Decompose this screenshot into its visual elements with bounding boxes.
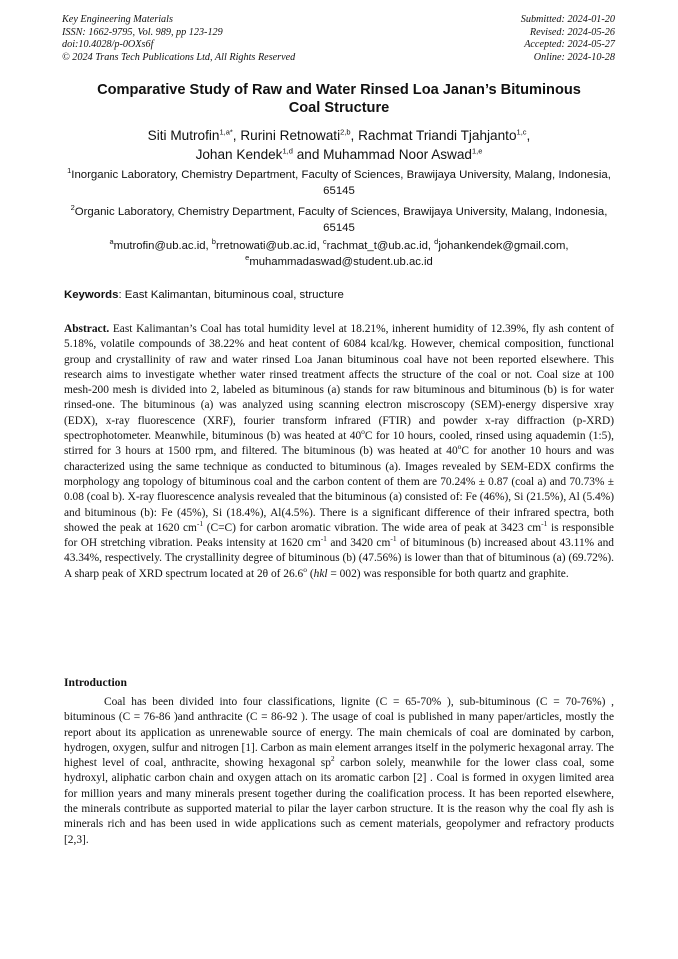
email-link[interactable]: mutrofin@ub.ac.id, <box>113 240 212 252</box>
intro-text: Coal has been divided into four classifications, lignite (C = 65-70% ), sub-bituminous (C = 70-76%) , bituminous (C = 76-86 )and anthracite (C = 86-92 ). The usage of coal is published in many paper/articles, mostly the report about its application as unrenewable source of energy. The main chemicals of coal are dominated by carbon, hydrogen, oxygen, sulfur and nitrogen [1]. Carbon as main element arranges itself in the polymeric hexagonal array. The highest level of coal, anthracite, showing hexagonal sp <box>64 696 614 770</box>
abstract-text: C for another 10 hours and was characterized using the same technique as conducted to bituminous (a). Images revealed by SEM-EDX confirms the morphology ang topology of bituminous coal and the carbon content of them are 70.24% ± 0.87 (coal a) and 70.73% ± 0.08 (coal b). X-ray fluorescence analysis revealed that the bituminous (a) consisted of: Fe (46%), Si (21.5%), Al (5.4%) and bituminous (b): Fe (45%), Si (18.4%), Al(4.5%). There is a significant difference of their infrared spectra, both showed the peak at 1620 cm <box>64 445 614 534</box>
date-online: Online: 2024-10-28 <box>533 51 615 63</box>
affiliation-text: Inorganic Laboratory, Chemistry Department, Faculty of Sciences, Brawijaya University, Malang, Indonesia, 65145 <box>71 169 611 197</box>
journal-info <box>62 14 295 64</box>
abstract-label: Abstract. <box>64 323 110 335</box>
affiliation-1 <box>64 168 614 199</box>
title-line-1: Comparative Study of Raw and Water Rinsed Loa Janan’s Bituminous <box>97 82 581 98</box>
unit-sup: -1 <box>320 534 327 544</box>
affiliation-text: Organic Laboratory, Chemistry Department, Faculty of Sciences, Brawijaya University, Malang, Indonesia, 65145 <box>74 206 608 234</box>
author-sep: , <box>232 128 241 143</box>
author-name: Rurini Retnowati <box>240 128 341 143</box>
affiliation-2 <box>64 205 614 236</box>
date-accepted: Accepted: 2024-05-27 <box>524 39 615 51</box>
author-name: Siti Mutrofin <box>147 128 220 143</box>
keywords-label: Keywords <box>64 289 119 301</box>
author-sep: , <box>526 128 531 143</box>
hkl-italic: hkl <box>313 567 328 580</box>
email-sup: d <box>434 237 439 247</box>
author-list <box>60 126 618 164</box>
journal-copyright: © 2024 Trans Tech Publications Ltd, All Rights Reserved <box>62 51 296 63</box>
email-link[interactable]: rretnowati@ub.ac.id, <box>215 240 323 252</box>
publication-dates <box>521 14 615 64</box>
author-name: Muhammad Noor Aswad <box>323 147 472 162</box>
author-name: Johan Kendek <box>195 147 283 162</box>
author-sup: 1,d <box>282 146 293 156</box>
sp2-sup: 2 <box>330 754 335 764</box>
abstract-text: of bituminous (b) increased about 43.11% and 43.34%, respectively. The crystallinity degree of bituminous (b) (47.56%) is lower than that of bituminous (a) (69.72%). A sharp peak of XRD spectrum located at 2θ of 26.6 <box>64 537 614 580</box>
author-sup: 1,c <box>516 127 527 137</box>
affiliation-number: 1 <box>67 166 72 176</box>
abstract-text: ( <box>306 567 314 580</box>
date-revised: Revised: 2024-05-26 <box>529 26 615 38</box>
degree-sup: o <box>457 442 462 452</box>
intro-text: carbon solely, meanwhile for the lower class coal, some hydroxyl, aliphatic carbon chain and oxygen attach on its aromatic carbon [2] . Coal is formed in oxygen limited area for million years and many minerals present together during the coalification process. It has been reported elsewhere, the minerals contribute as supported material to pilar the layer carbon structure. It is the reason why the coal fly ash is minerals rich and has been used in wide applications such as cement materials, geopolymer and refractory products [2,3]. <box>64 757 615 846</box>
author-sup: 1,a* <box>219 127 233 137</box>
abstract-text: is responsible for OH stretching vibration. Peaks intensity at 1620 cm <box>64 521 614 550</box>
email-sup: a <box>109 237 114 247</box>
abstract-text: C for 10 hours, cooled, rinsed using aquademin (1:5), stirred for 3 hours at 1500 rpm, and filtered. The bituminous (b) was heated at 40 <box>64 430 615 458</box>
journal-issn: ISSN: 1662-9795, Vol. 989, pp 123-129 <box>62 26 223 38</box>
journal-doi[interactable]: doi:10.4028/p-0OXs6f <box>62 39 154 51</box>
email-sup: b <box>211 237 216 247</box>
keywords <box>64 289 614 301</box>
email-link[interactable]: rachmat_t@ub.ac.id, <box>326 240 435 252</box>
abstract <box>64 322 614 582</box>
unit-sup: -1 <box>541 519 548 529</box>
unit-sup: -1 <box>390 534 397 544</box>
author-and: and <box>292 147 324 162</box>
introduction-heading: Introduction <box>64 676 127 689</box>
date-submitted: Submitted: 2024-01-20 <box>520 14 615 25</box>
author-sup: 1,e <box>472 146 483 156</box>
author-emails <box>64 239 614 270</box>
affiliation-number: 2 <box>70 203 75 213</box>
email-link[interactable]: muhammadaswad@student.ub.ac.id <box>249 255 433 268</box>
email-sup: e <box>245 252 250 262</box>
email-link[interactable]: johankendek@gmail.com, <box>438 240 569 252</box>
degree-sup: o <box>361 427 365 437</box>
unit-sup: -1 <box>196 519 204 529</box>
title-line-2: Coal Structure <box>288 100 390 116</box>
keywords-text: : East Kalimantan, bituminous coal, structure <box>118 289 344 301</box>
email-sup: c <box>322 237 327 247</box>
abstract-text: = 002) was responsible for both quartz and graphite. <box>327 567 569 580</box>
journal-name: Key Engineering Materials <box>62 14 173 25</box>
author-sup: 2,b <box>340 127 351 137</box>
abstract-text: and 3420 cm <box>326 537 391 550</box>
degree-sup: o <box>303 564 307 574</box>
author-name: Rachmat Triandi Tjahjanto <box>358 128 517 143</box>
paper-title <box>70 81 608 117</box>
abstract-text: (C=C) for carbon aromatic vibration. The wide area of peak at 3423 cm <box>203 521 542 534</box>
author-sep: , <box>350 128 359 143</box>
abstract-text: East Kalimantan’s Coal has total humidity level at 18.21%, inherent humidity of 12.39%, fly ash content of 5.18%, volatile compounds of 38.22% and heat content of 6084 kcal/kg. However, chemical composition, functional group and crystallinity of raw and water rinsed Loa Janan bituminous coal have not been reported elsewhere. This research aims to investigate whether water rinsed treatment affects the structure of the coal or not. Coal size at 100 mesh-200 mesh is divided into 2, labeled as bituminous (a) stands for raw bituminous and bituminous (b) is for water rinsed-one. The bituminous (a) was analyzed using scanning electron miscroscopy (SEM)-energy dispersive xray (EDX), x-ray fluorescence (XRF), fourier transform infrared (FTIR) and powder x-ray diffraction (p-XRD) spectrophotometer. Meanwhile, bituminous (b) was heated at 40 <box>64 323 614 443</box>
introduction-body <box>64 695 614 848</box>
